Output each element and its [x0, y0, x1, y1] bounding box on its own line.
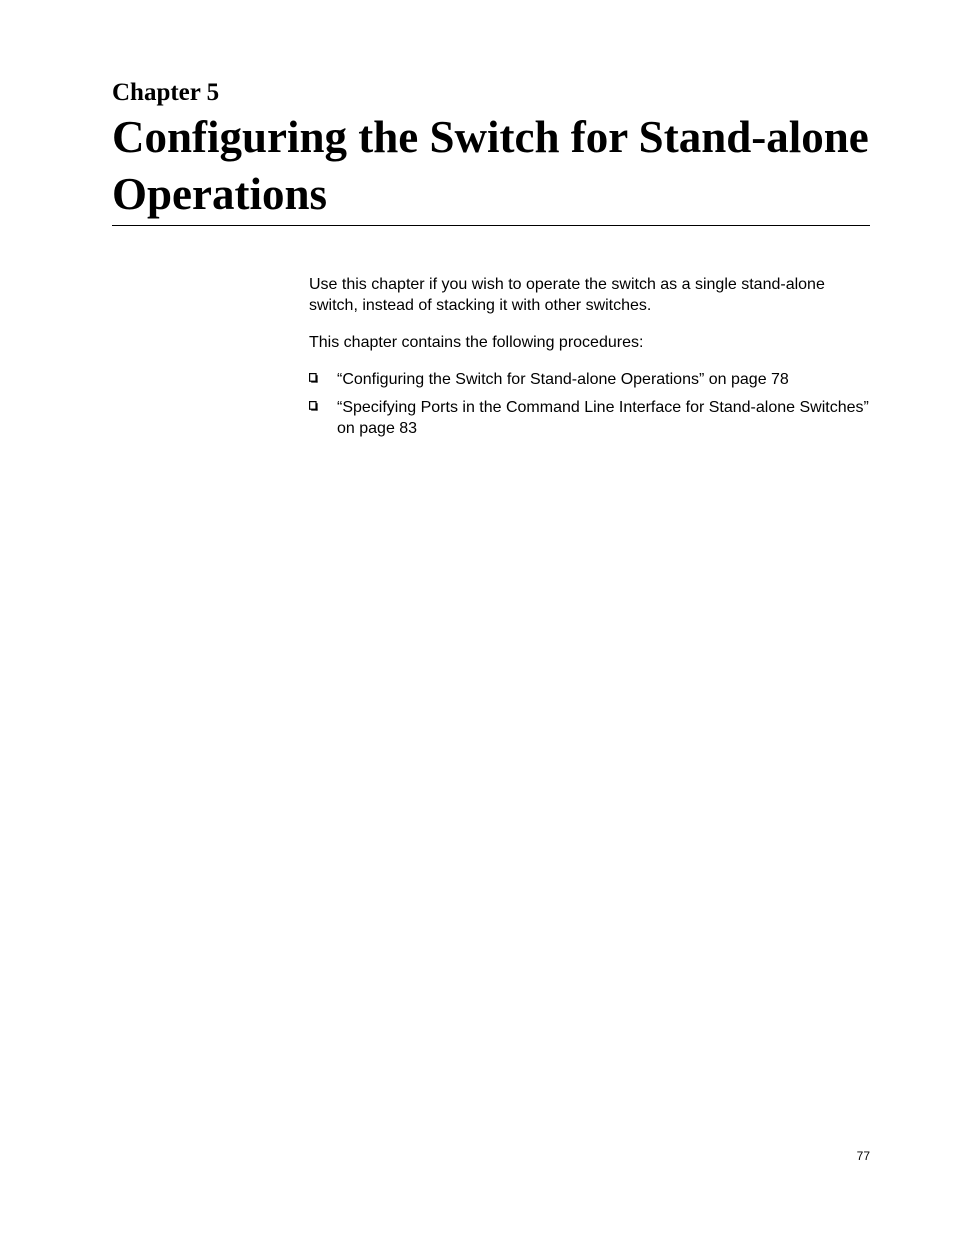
checkbox-bullet-icon	[309, 401, 318, 411]
procedure-link-text: “Configuring the Switch for Stand-alone Operations” on page 78	[337, 371, 789, 388]
procedure-link-text: “Specifying Ports in the Command Line Interface for Stand-alone Switches” on page 83	[337, 399, 869, 437]
chapter-label: Chapter 5	[112, 79, 220, 106]
chapter-intro-section	[309, 274, 870, 446]
page-number: 77	[856, 1149, 870, 1163]
checkbox-bullet-icon	[309, 373, 318, 383]
procedures-intro: This chapter contains the following procedures:	[309, 334, 644, 351]
list-item	[309, 397, 870, 439]
intro-paragraph: Use this chapter if you wish to operate the switch as a single stand-alone switch, instead of stacking it with other switches.	[309, 276, 825, 314]
procedures-list	[309, 369, 870, 439]
chapter-title: Configuring the Switch for Stand-alone Operations	[112, 112, 869, 219]
list-item	[309, 369, 870, 390]
title-rule	[112, 225, 870, 226]
